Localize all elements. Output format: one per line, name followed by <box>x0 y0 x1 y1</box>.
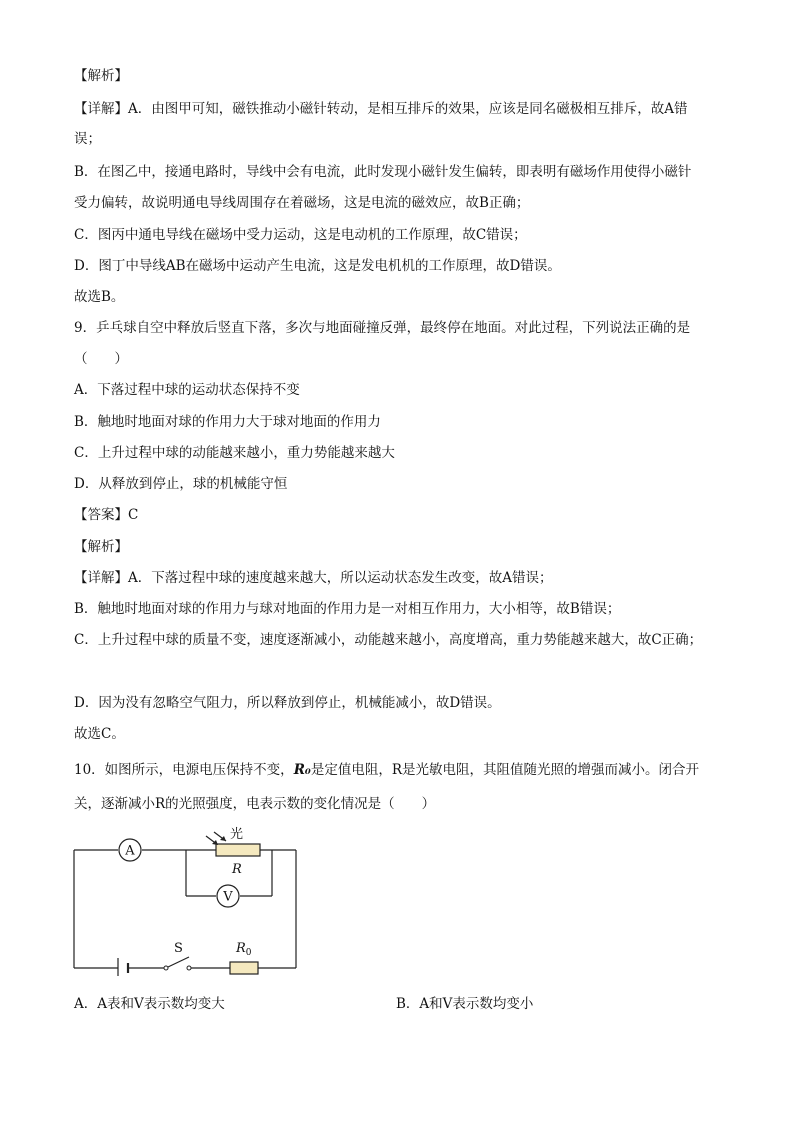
question-9-option-a: A．下落过程中球的运动状态保持不变 <box>74 382 300 398</box>
resistor-r0-sub: 0 <box>245 948 252 958</box>
switch-lever-icon <box>168 957 189 967</box>
line-detail-b-1: B．在图乙中，接通电路时，导线中会有电流，此时发现小磁针发生偏转，即表明有磁场作用使得小磁针 <box>74 164 692 180</box>
resistor-r-label: R <box>232 862 242 877</box>
line-analysis-header-1: 【解析】 <box>74 68 128 84</box>
question-9-option-c: C．上升过程中球的动能越来越小，重力势能越来越大 <box>74 445 395 461</box>
choose-c: 故选C。 <box>74 726 125 742</box>
switch-label: S <box>174 941 183 956</box>
question-9-option-d: D．从释放到停止，球的机械能守恒 <box>74 476 288 492</box>
line-detail-d: D．图丁中导线AB在磁场中运动产生电流，这是发电机机的工作原理，故D错误。 <box>74 258 561 274</box>
question-10-stem-part-1: 10．如图所示，电源电压保持不变， <box>74 762 294 778</box>
question-10-stem-1 <box>74 760 699 780</box>
analysis-header-2: 【解析】 <box>74 539 128 555</box>
line-detail-b-2: 受力偏转，故说明通电导线周围存在着磁场，这是电流的磁效应，故B正确； <box>74 195 530 211</box>
question-9-stem: 9．乒乓球自空中释放后竖直下落，多次与地面碰撞反弹，最终停在地面。对此过程，下列说法正确的是 <box>74 320 691 336</box>
question-9-blank: （ ） <box>74 351 128 367</box>
ammeter-label: A <box>125 843 135 859</box>
r0-symbol: R₀ <box>293 762 311 778</box>
voltmeter-label: V <box>223 889 233 905</box>
detail-9-a: 【详解】A．下落过程中球的速度越来越大，所以运动状态发生改变，故A错误； <box>74 570 553 586</box>
detail-9-d: D．因为没有忽略空气阻力，所以释放到停止，机械能减小，故D错误。 <box>74 695 501 711</box>
line-detail-c: C．图丙中通电导线在磁场中受力运动，这是电动机的工作原理，故C错误； <box>74 227 527 243</box>
question-10-stem-2: 关，逐渐减小R的光照强度，电表示数的变化情况是（ ） <box>74 796 436 812</box>
question-10-option-b: B．A和V表示数均变小 <box>396 996 534 1012</box>
circuit-diagram <box>66 826 306 976</box>
answer-label: 【答案】C <box>74 507 139 523</box>
resistor-r0-icon <box>230 962 258 974</box>
resistor-r0-main: R <box>236 941 246 956</box>
question-9-option-b: B．触地时地面对球的作用力大于球对地面的作用力 <box>74 414 381 430</box>
photoresistor-r-icon <box>216 844 260 856</box>
line-detail-a-2: 误； <box>74 131 101 147</box>
line-detail-a-1: 【详解】A．由图甲可知，磁铁推动小磁针转动，是相互排斥的效果，应该是同名磁极相互排斥，故A错 <box>74 101 688 117</box>
detail-9-c: C．上升过程中球的质量不变，速度逐渐减小，动能越来越小，高度增高，重力势能越来越大，故C正确； <box>74 632 703 648</box>
question-10-stem-part-2: 是定值电阻，R是光敏电阻，其阻值随光照的增强而减小。闭合开 <box>310 762 699 778</box>
switch-contact-left-icon <box>164 966 168 970</box>
switch-contact-right-icon <box>187 966 191 970</box>
resistor-r0-label <box>235 941 252 958</box>
light-label: 光 <box>230 827 244 842</box>
line-choose-b: 故选B。 <box>74 289 125 305</box>
question-10-option-a: A．A表和V表示数均变大 <box>74 996 225 1012</box>
detail-9-b: B．触地时地面对球的作用力与球对地面的作用力是一对相互作用力，大小相等，故B错误； <box>74 601 621 617</box>
